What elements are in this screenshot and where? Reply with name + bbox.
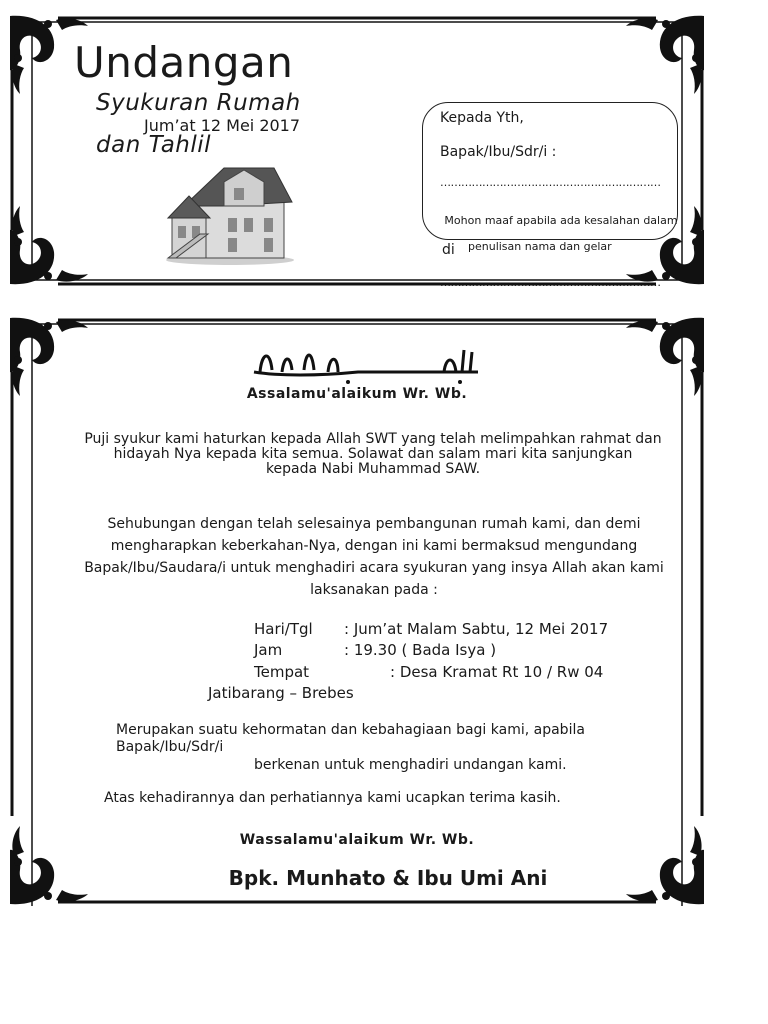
paragraph-praise [78,432,668,477]
recipient-place-blank[interactable]: ……………………………………………………… [440,276,661,289]
corner-ornament [10,318,704,904]
host-signature: Bpk. Munhato & Ibu Umi Ani [228,866,548,890]
detail-day-label: Hari/Tgl [254,620,313,638]
invitation-title: Undangan [74,38,294,87]
invitation-letter-card [8,316,706,906]
detail-time-value: : 19.30 ( Bada Isya ) [344,641,497,659]
paragraph-honor-line2: Bapak/Ibu/Sdr/i [116,739,224,755]
greeting-opening: Assalamu'alaikum Wr. Wb. [246,386,468,402]
detail-time-label: Jam [254,641,283,659]
event-date: Jum’at 12 Mei 2017 [144,116,301,135]
recipient-di: di [442,242,455,258]
paragraph-praise-end: kepada Nabi Muhammad SAW. [265,461,481,477]
paragraph-intent: Sehubungan dengan telah selesainya pembangunan rumah kami, dan demi mengharapkan keberkahan-Nya, dengan ini kami bermaksud mengundang Bapak/Ibu/Saudara/i untuk menghadiri acara syukuran yang insya Allah akan kami laksanakan pada : [84,516,664,598]
apology-note: Mohon maaf apabila ada kesalahan dalam [444,214,678,227]
event-name-line2: dan Tahlil [96,132,212,158]
detail-place-value: : Desa Kramat Rt 10 / Rw 04 [390,663,604,681]
invitation-cover-card [8,14,706,289]
greeting-closing: Wassalamu'alaikum Wr. Wb. [239,832,475,848]
recipient-salutation: Bapak/Ibu/Sdr/i : [440,144,557,160]
paragraph-praise-text: Puji syukur kami haturkan kepada Allah SWT yang telah melimpahkan rahmat dan hidayah Nya kepada kita semua. Solawat dan salam mari kita sanjungkan [84,431,662,462]
recipient-name-blank[interactable]: ……………………………………………………… [440,176,661,189]
paragraph-honor-line1: Merupakan suatu kehormatan dan kebahagiaan bagi kami, apabila [116,722,585,738]
detail-place-continued: Jatibarang – Brebes [208,684,354,702]
detail-place-label: Tempat [254,663,310,681]
paragraph-thanks: Atas kehadirannya dan perhatiannya kami ucapkan terima kasih. [104,790,561,806]
event-name-line1: Syukuran Rumah [96,90,301,116]
house-illustration [164,162,296,266]
recipient-label: Kepada Yth, [440,110,524,126]
apology-note-2: penulisan nama dan gelar [468,240,612,253]
paragraph-honor-line3: berkenan untuk menghadiri undangan kami. [254,757,567,773]
ornamental-frame [8,316,706,906]
bismillah-calligraphy [248,342,488,386]
detail-day-value: : Jum’at Malam Sabtu, 12 Mei 2017 [344,620,609,638]
